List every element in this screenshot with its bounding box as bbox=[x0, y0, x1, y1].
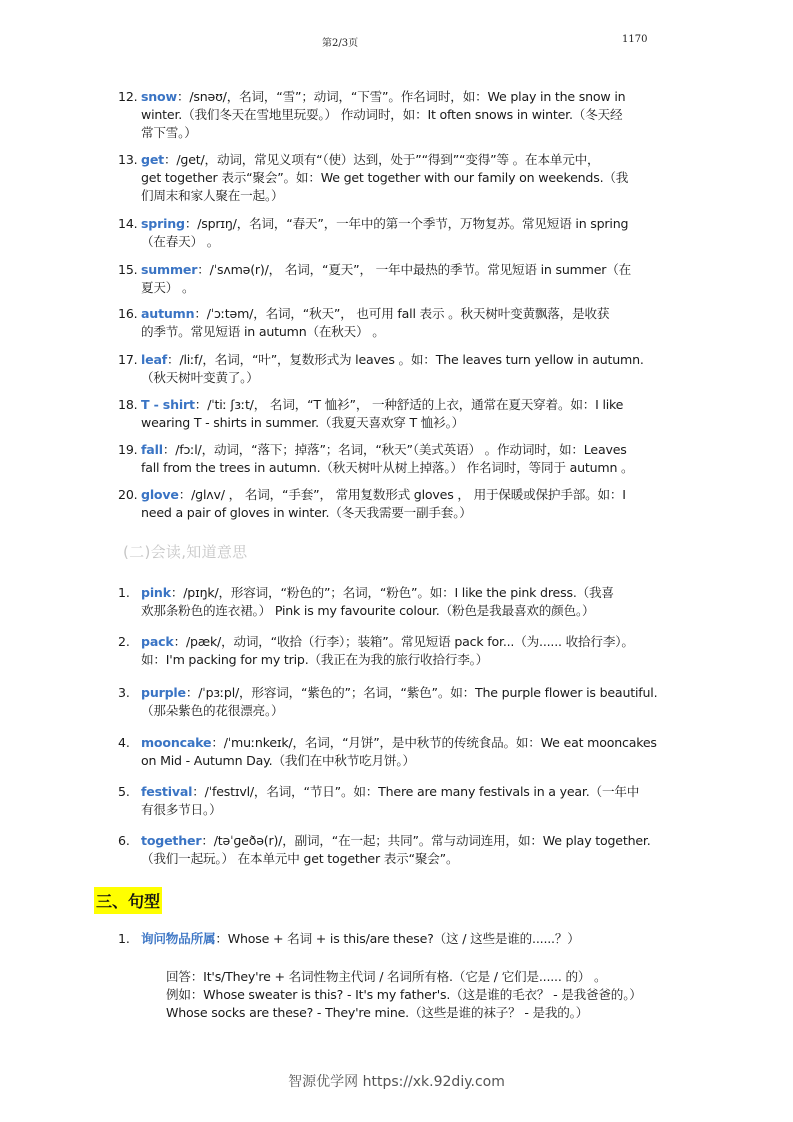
entry-line bbox=[118, 106, 690, 124]
entry-text: ：/ɡlʌv/ ， 名词，“手套”， 常用复数形式 gloves ， 用于保暖或保护手部。如：I bbox=[178, 487, 626, 502]
entry-text: （我们一起玩。） 在本单元中 get together 表示“聚会”。 bbox=[141, 851, 459, 866]
entry-line bbox=[118, 279, 690, 297]
entry-number: 4. bbox=[118, 735, 130, 750]
entry-number: 14. bbox=[118, 216, 138, 231]
entry-text: ：/pæk/，动词，“收拾（行李）；装箱”。常见短语 pack for...（为...... 收拾行李）。 bbox=[173, 634, 634, 649]
entry-text: ：/pɪŋk/，形容词，“粉色的”；名词，“粉色”。如：I like the pink dress.（我喜 bbox=[170, 585, 614, 600]
entry-number: 16. bbox=[118, 306, 138, 321]
vocab-entry bbox=[118, 783, 690, 819]
entry-text: 的季节。常见短语 in autumn（在秋天） 。 bbox=[141, 324, 385, 339]
entry-line bbox=[118, 602, 690, 620]
entry-line bbox=[118, 151, 690, 169]
entry-number: 20. bbox=[118, 487, 138, 502]
entry-line bbox=[118, 504, 690, 522]
entry-line bbox=[118, 651, 690, 669]
entry-line bbox=[118, 684, 690, 702]
sentence-example-line: 例如：Whose sweater is this? - It's my father's.（这是谁的毛衣？ - 是我爸爸的。） bbox=[166, 987, 642, 1002]
entry-number: 17. bbox=[118, 352, 138, 367]
entry-text: （在春天） 。 bbox=[141, 234, 220, 249]
entry-line bbox=[118, 169, 690, 187]
entry-line bbox=[118, 441, 690, 459]
entry-number: 19. bbox=[118, 442, 138, 457]
entry-number: 12. bbox=[118, 89, 138, 104]
entry-line bbox=[118, 124, 690, 142]
entry-word: mooncake bbox=[141, 735, 212, 750]
entry-number: 6. bbox=[118, 833, 130, 848]
entry-line bbox=[118, 783, 690, 801]
entry-text: on Mid - Autumn Day.（我们在中秋节吃月饼。） bbox=[141, 753, 415, 768]
entry-text: ：/liːf/，名词，“叶”，复数形式为 leaves 。如：The leaves turn yellow in autumn. bbox=[167, 352, 644, 367]
entry-text: ：/ˈpɜːpl/，形容词，“紫色的”；名词，“紫色”。如：The purple flower is beautiful. bbox=[185, 685, 658, 700]
entry-line bbox=[118, 459, 690, 477]
entry-text: winter.（我们冬天在雪地里玩耍。） 作动词时，如：It often snows in winter.（冬天经 bbox=[141, 107, 623, 122]
entry-text: get together 表示“聚会”。如：We get together with our family on weekends.（我 bbox=[141, 170, 629, 185]
vocab-entry bbox=[118, 215, 690, 251]
entry-text: ：Whose + 名词 + is this/are these?（这 / 这些是谁的......？） bbox=[215, 931, 580, 946]
entry-text: fall from the trees in autumn.（秋天树叶从树上掉落。） 作名词时，等同于 autumn 。 bbox=[141, 460, 634, 475]
vocab-entry bbox=[118, 151, 690, 205]
entry-text: 夏天） 。 bbox=[141, 280, 195, 295]
footer-watermark: 智源优学网 https://xk.92diy.com bbox=[288, 1074, 505, 1090]
entry-line bbox=[118, 351, 690, 369]
section-subheading: (二)会读,知道意思 bbox=[123, 543, 248, 561]
sentence-example-line: Whose socks are these? - They're mine.（这些是谁的袜子？ - 是我的。） bbox=[166, 1005, 589, 1020]
entry-word: get bbox=[141, 152, 164, 167]
entry-text: ：/ˈɔːtəm/，名词，“秋天”， 也可用 fall 表示 。秋天树叶变黄飘落，是收获 bbox=[194, 306, 610, 321]
entry-text: ：/təˈɡeðə(r)/，副词，“在一起；共同”。常与动词连用，如：We play together. bbox=[201, 833, 651, 848]
entry-text: ：/ˈsʌmə(r)/， 名词，“夏天”， 一年中最热的季节。常见短语 in summer（在 bbox=[197, 262, 632, 277]
entry-number: 3. bbox=[118, 685, 130, 700]
entry-word: 询问物品所属 bbox=[141, 931, 216, 946]
entry-line bbox=[118, 261, 690, 279]
entry-word: pack bbox=[141, 634, 174, 649]
vocab-entry bbox=[118, 88, 690, 142]
entry-line bbox=[118, 187, 690, 205]
entry-text: ：/snəʊ/，名词，“雪”；动词，“下雪”。作名词时，如：We play in the snow in bbox=[176, 89, 626, 104]
vocab-entry bbox=[118, 584, 690, 620]
entry-line bbox=[118, 305, 690, 323]
entry-word: purple bbox=[141, 685, 186, 700]
entry-text: 常下雪。） bbox=[141, 125, 197, 140]
entry-number: 1. bbox=[118, 931, 130, 946]
entry-text: ：/ˈmuːnkeɪk/，名词，“月饼”，是中秋节的传统食品。如：We eat mooncakes bbox=[211, 735, 657, 750]
entry-line bbox=[118, 734, 690, 752]
entry-line bbox=[118, 702, 690, 720]
entry-line bbox=[118, 215, 690, 233]
entry-text: 们周末和家人聚在一起。） bbox=[141, 188, 284, 203]
entry-line bbox=[118, 414, 690, 432]
vocab-entry bbox=[118, 684, 690, 720]
entry-text: （秋天树叶变黄了。） bbox=[141, 370, 259, 385]
vocab-entry bbox=[118, 305, 690, 341]
entry-line bbox=[118, 88, 690, 106]
entry-line bbox=[118, 801, 690, 819]
entry-word: autumn bbox=[141, 306, 195, 321]
entry-word: pink bbox=[141, 585, 171, 600]
entry-line bbox=[118, 323, 690, 341]
entry-number: 2. bbox=[118, 634, 130, 649]
entry-word: glove bbox=[141, 487, 179, 502]
entry-word: festival bbox=[141, 784, 193, 799]
entry-word: fall bbox=[141, 442, 163, 457]
entry-word: T - shirt bbox=[141, 397, 195, 412]
entry-text: ：/ɡet/，动词，常见义项有“（使）达到，处于”“得到”“变得”等 。在本单元中， bbox=[163, 152, 600, 167]
entry-word: spring bbox=[141, 216, 185, 231]
entry-text: wearing T - shirts in summer.（我夏天喜欢穿 T 恤衫。） bbox=[141, 415, 465, 430]
entry-line bbox=[118, 233, 690, 251]
entry-line bbox=[118, 584, 690, 602]
entry-word: together bbox=[141, 833, 202, 848]
entry-line bbox=[118, 369, 690, 387]
entry-line bbox=[118, 396, 690, 414]
vocab-entry bbox=[118, 486, 690, 522]
entry-text: 如：I'm packing for my trip.（我正在为我的旅行收拾行李。） bbox=[141, 652, 489, 667]
entry-line bbox=[118, 930, 690, 948]
entry-number: 5. bbox=[118, 784, 130, 799]
entry-word: leaf bbox=[141, 352, 168, 367]
entry-text: （那朵紫色的花很漂亮。） bbox=[141, 703, 284, 718]
entry-number: 18. bbox=[118, 397, 138, 412]
entry-word: snow bbox=[141, 89, 177, 104]
page-header bbox=[0, 34, 793, 50]
entry-word: summer bbox=[141, 262, 198, 277]
entry-text: 欢那条粉色的连衣裙。） Pink is my favourite colour.（粉色是我最喜欢的颜色。） bbox=[141, 603, 595, 618]
document-number: 1170 bbox=[622, 34, 648, 45]
sentence-example-line: 回答：It's/They're + 名词性物主代词 / 名词所有格.（它是 / 它们是...... 的） 。 bbox=[166, 969, 607, 984]
entry-line bbox=[118, 850, 690, 868]
entry-line bbox=[118, 486, 690, 504]
vocab-entry bbox=[118, 832, 690, 868]
entry-text: ：/ˈfestɪvl/，名词，“节日”。如：There are many festivals in a year.（一年中 bbox=[192, 784, 640, 799]
entry-line bbox=[118, 633, 690, 651]
vocab-entry bbox=[118, 396, 690, 432]
vocab-entry bbox=[118, 930, 690, 948]
entry-number: 13. bbox=[118, 152, 138, 167]
vocab-entry bbox=[118, 441, 690, 477]
entry-text: 有很多节日。） bbox=[141, 802, 222, 817]
vocab-entry bbox=[118, 261, 690, 297]
vocab-entry bbox=[118, 633, 690, 669]
entry-text: ：/sprɪŋ/，名词，“春天”，一年中的第一个季节，万物复苏。常见短语 in spring bbox=[184, 216, 629, 231]
vocab-entry bbox=[118, 734, 690, 770]
entry-line bbox=[118, 832, 690, 850]
page-indicator: 第2/3页 bbox=[322, 38, 359, 49]
entry-number: 15. bbox=[118, 262, 138, 277]
entry-text: need a pair of gloves in winter.（冬天我需要一副手套。） bbox=[141, 505, 472, 520]
vocab-entry bbox=[118, 351, 690, 387]
entry-text: ：/ˈtiː ʃɜːt/， 名词，“T 恤衫”， 一种舒适的上衣，通常在夏天穿着。如：I like bbox=[194, 397, 624, 412]
section-heading: 三、句型 bbox=[94, 887, 162, 914]
entry-text: ：/fɔːl/，动词，“落下；掉落”；名词，“秋天”（美式英语） 。作动词时，如：Leaves bbox=[162, 442, 627, 457]
entry-number: 1. bbox=[118, 585, 130, 600]
entry-line bbox=[118, 752, 690, 770]
